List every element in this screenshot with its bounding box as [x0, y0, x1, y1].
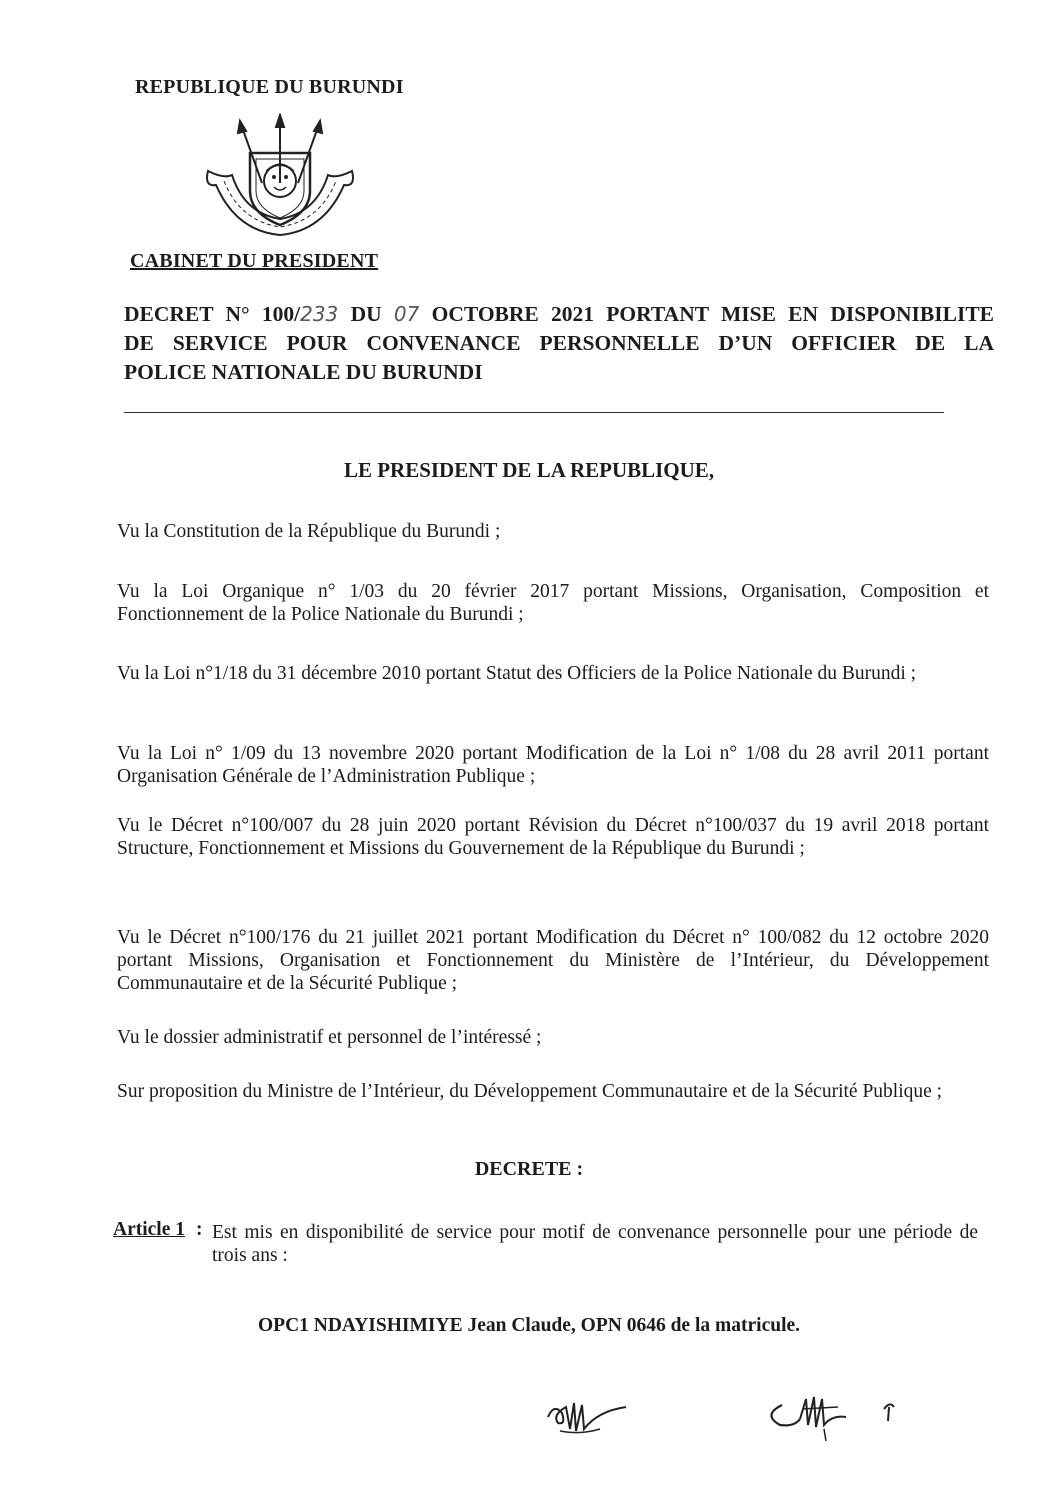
article-1-colon: : — [196, 1219, 203, 1240]
decree-title-line-1 — [124, 300, 994, 329]
consideration-3: Vu la Loi n°1/18 du 31 décembre 2010 portant Statut des Officiers de la Police Nationale du Burundi ; — [117, 663, 917, 684]
signature-initial-icon — [760, 1385, 850, 1445]
consideration-2: Vu la Loi Organique n° 1/03 du 20 février 2017 portant Missions, Organisation, Composition et Fonctionnement de la Police Nationale du Burundi ; — [117, 581, 989, 625]
decree-title — [124, 300, 994, 387]
signature-initial-icon — [540, 1385, 630, 1445]
country-name: REPUBLIQUE DU BURUNDI — [135, 76, 404, 98]
decree-day-handwritten: 07 — [393, 302, 420, 326]
decree-title-line-3: POLICE NATIONALE DU BURUNDI — [124, 360, 483, 384]
signature-mark-icon — [880, 1385, 900, 1445]
consideration-5: Vu le Décret n°100/007 du 28 juin 2020 portant Révision du Décret n°100/037 du 19 avril 2018 portant Structure, Fonctionnement et Missions du Gouvernement de la République du Burundi ; — [117, 815, 989, 859]
burundi-coat-of-arms-icon — [196, 113, 364, 248]
decree-number-handwritten: 233 — [300, 302, 339, 326]
consideration-8: Sur proposition du Ministre de l’Intérieur, du Développement Communautaire et de la Sécurité Publique ; — [117, 1081, 943, 1102]
consideration-7: Vu le dossier administratif et personnel de l’intéressé ; — [117, 1027, 542, 1048]
president-heading: LE PRESIDENT DE LA REPUBLIQUE, — [343, 458, 715, 482]
decree-title-line-1-rest: OCTOBRE 2021 PORTANT MISE EN DISPONIBILITE — [419, 302, 995, 326]
decree-date-prefix: DU — [338, 302, 394, 326]
consideration-4: Vu la Loi n° 1/09 du 13 novembre 2020 portant Modification de la Loi n° 1/08 du 28 avril 2011 portant Organisation Générale de l’Administration Publique ; — [117, 743, 989, 787]
cabinet-heading: CABINET DU PRESIDENT — [130, 250, 379, 272]
decree-title-line-2: DE SERVICE POUR CONVENANCE PERSONNELLE D’UN OFFICIER DE LA — [124, 331, 994, 355]
decree-number-prefix: DECRET N° 100/ — [124, 302, 301, 326]
decrete-heading: DECRETE : — [474, 1158, 584, 1180]
article-1-label: Article 1 — [113, 1219, 186, 1240]
consideration-1: Vu la Constitution de la République du Burundi ; — [117, 521, 501, 542]
consideration-6: Vu le Décret n°100/176 du 21 juillet 2021 portant Modification du Décret n° 100/082 du 12 octobre 2020 portant Missions, Organisation et Fonctionnement du Ministère de l’Intérieur, du Développement Communautaire et de la Sécurité Publique ; — [117, 927, 989, 994]
article-1-text: Est mis en disponibilité de service pour motif de convenance personnelle pour une période de trois ans : — [212, 1222, 978, 1266]
title-divider — [124, 412, 944, 413]
nominee-line: OPC1 NDAYISHIMIYE Jean Claude, OPN 0646 de la matricule. — [257, 1315, 801, 1336]
